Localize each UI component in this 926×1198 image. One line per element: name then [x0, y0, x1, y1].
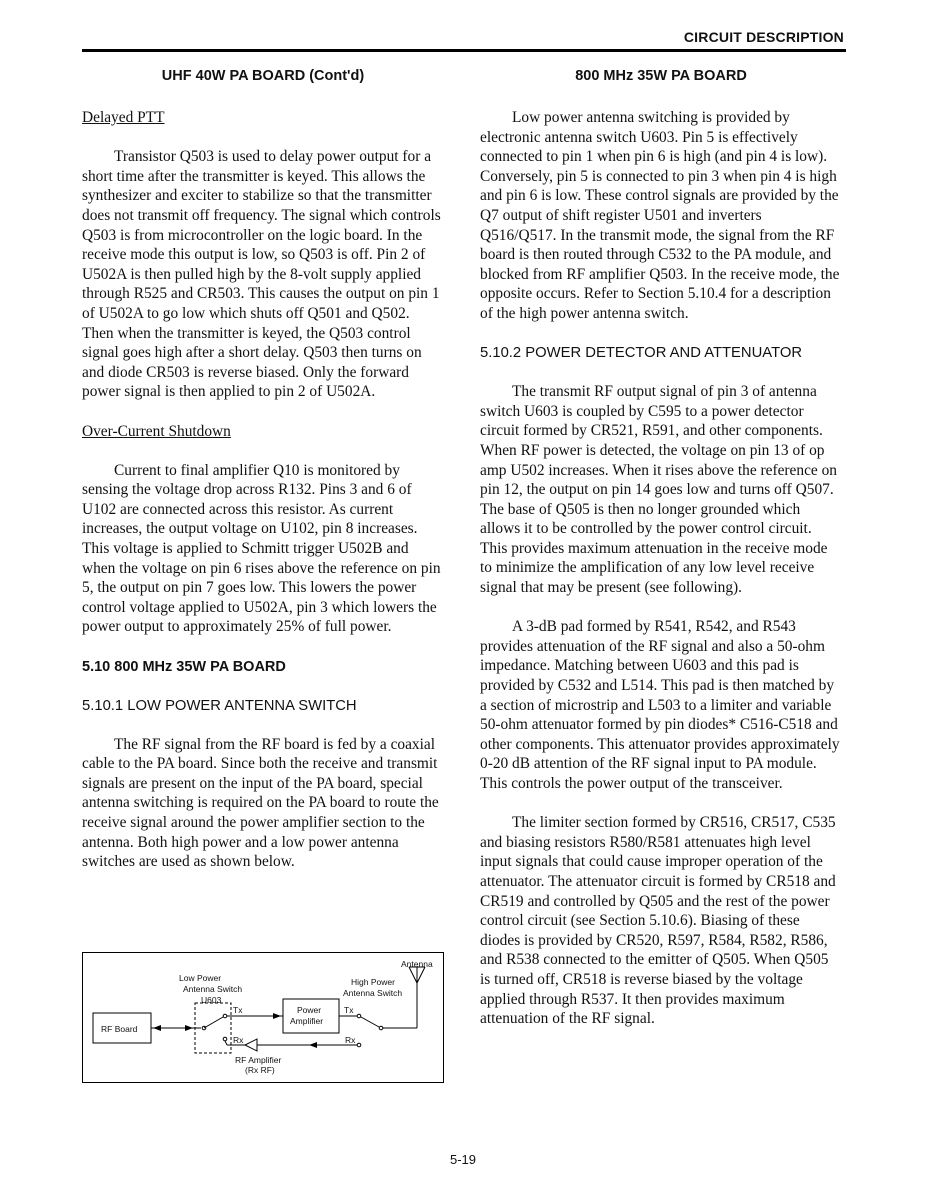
limiter-paragraph: The limiter section formed by CR516, CR517, C535 and biasing resistors R580/R581 attenuates high level input signals that could cause improper operation of the attenuator. The attenuator circuit is formed by CR518 and CR519 and controlled by Q505 and the rest of the power control circuit (see Section 5.10.6). Biasing of these diodes is provided by CR520, R597, R584, R582, R586, and R538 connected to the emitter of Q505. When Q505 is turned off, CR518 is reverse biased by the voltage applied through R537. It then provides maximum attenuation of the RF signal.: [480, 814, 836, 1028]
power-amplifier-label-2: Amplifier: [290, 1016, 324, 1026]
page-number: 5-19: [449, 1152, 477, 1167]
delayed-ptt-heading: Delayed PTT: [82, 109, 165, 126]
rf-amplifier-label-1: RF Amplifier: [235, 1055, 282, 1065]
low-power-label-2: Antenna Switch: [183, 984, 243, 994]
u603-label: U603: [201, 995, 222, 1005]
attenuator-pad-paragraph: A 3-dB pad formed by R541, R542, and R543 provides attenuation of the RF signal and also a 50-ohm impedance. Matching between U603 and this pad is provided by C532 and L514. This pad is then matched by a section of microstrip and L503 to a limiter and variable 50-ohm attenuator formed by pin diodes* C516-C518 and other components. This attenuator provides approximately 0-20 dB attention of the RF signal input to PA module. This controls the power output of the transceiver.: [480, 618, 840, 792]
antenna-switch-diagram: [82, 952, 444, 1083]
over-current-paragraph: Current to final amplifier Q10 is monitored by sensing the voltage drop across R132. Pins 3 and 6 of U102 are connected across this resistor. As current increases, the output voltage on U102, pin 8 increases. This voltage is applied to Schmitt trigger U502B and when the voltage on pin 6 rises above the reference on pin 5, the output on pin 7 goes low. This lowers the power control voltage applied to U502A, pin 3 which lowers the power output to approximately 25% of full power.: [82, 461, 441, 636]
delayed-ptt-paragraph: Transistor Q503 is used to delay power output for a short time after the transmitter is keyed. This allows the synthesizer and exciter to stabilize so that the transmitter does not transmit off frequency. The signal which controls Q503 is from microcontroller on the logic board. In the receive mode this output is low, so Q503 is off. Pin 2 of U502A is then pulled high by the 8-volt supply applied through R525 and CR503. This causes the output on pin 1 of U502A to go low which shuts off Q501 and Q502. Then when the transmitter is keyed, the Q503 control signal goes high after a short delay. Q503 then turns on and diode CR503 is reverse biased. Only the forward power signal is then applied to pin 2 of U502A.: [82, 148, 441, 401]
power-amplifier-label-1: Power: [297, 1005, 322, 1015]
low-power-label-1: Low Power: [179, 973, 222, 983]
rx-label-2: Rx: [345, 1035, 356, 1045]
high-power-label-2: Antenna Switch: [343, 988, 403, 998]
right-column: [480, 66, 842, 1048]
rf-amplifier-label-2: (Rx RF): [245, 1065, 275, 1075]
low-power-switching-paragraph: Low power antenna switching is provided by electronic antenna switch U603. Pin 5 is effectively connected to pin 1 when pin 6 is high (and pin 4 is low). Conversely, pin 5 is connected to pin 3 when pin 4 is high and pin 6 is low. These control signals are provided by the Q7 output of shift register U501 and inverters Q516/Q517. In the transmit mode, the signal from the RF board is then routed through C532 to the PA module, and blocked from RF amplifier Q503. In the receive mode, the opposite occurs. Refer to Section 5.10.4 for a description of the high power antenna switch.: [480, 109, 840, 322]
section-header: CIRCUIT DESCRIPTION: [683, 29, 844, 45]
high-switch-blade: [361, 1017, 379, 1027]
rf-amplifier-triangle: [245, 1039, 257, 1051]
low-switch-blade: [204, 1017, 223, 1028]
rx-label-1: Rx: [233, 1035, 244, 1045]
right-column-title: 800 MHz 35W PA BOARD: [575, 68, 747, 84]
subsection-heading-5-10-2: 5.10.2 POWER DETECTOR AND ATTENUATOR: [480, 345, 803, 362]
left-column: [82, 66, 444, 891]
subsection-heading-5-10-1: 5.10.1 LOW POWER ANTENNA SWITCH: [82, 697, 357, 714]
antenna-switch-paragraph: The RF signal from the RF board is fed by a coaxial cable to the PA board. Since both the receive and transmit signals are present on the input of the PA board, special antenna switching is required on the PA board to route the receive signal around the power amplifier section to the antenna. Both high power and a low power antenna switches are used as shown below.: [82, 735, 439, 871]
rf-board-label: RF Board: [101, 1024, 138, 1034]
high-power-label-1: High Power: [351, 977, 395, 987]
header-rule: [82, 49, 846, 52]
section-heading-5-10: 5.10 800 MHz 35W PA BOARD: [82, 658, 286, 675]
left-column-title: UHF 40W PA BOARD (Cont'd): [161, 68, 365, 84]
tx-label-2: Tx: [344, 1005, 354, 1015]
tx-label-1: Tx: [233, 1005, 243, 1015]
power-detector-paragraph: The transmit RF output signal of pin 3 of antenna switch U603 is coupled by C595 to a power detector circuit formed by CR521, R591, and other components. When RF power is detected, the voltage on pin 13 of op amp U502 increases. When it rises above the reference on pin 12, the output on pin 14 goes low and turns off Q507. The base of Q505 is then no longer grounded which allows it to be controlled by the power control circuit. This provides maximum attenuation in the receive mode to minimize the amplification of any low level receive signal that may be present (see following).: [480, 383, 837, 597]
antenna-label: Antenna: [401, 959, 433, 969]
over-current-heading: Over-Current Shutdown: [82, 422, 231, 440]
